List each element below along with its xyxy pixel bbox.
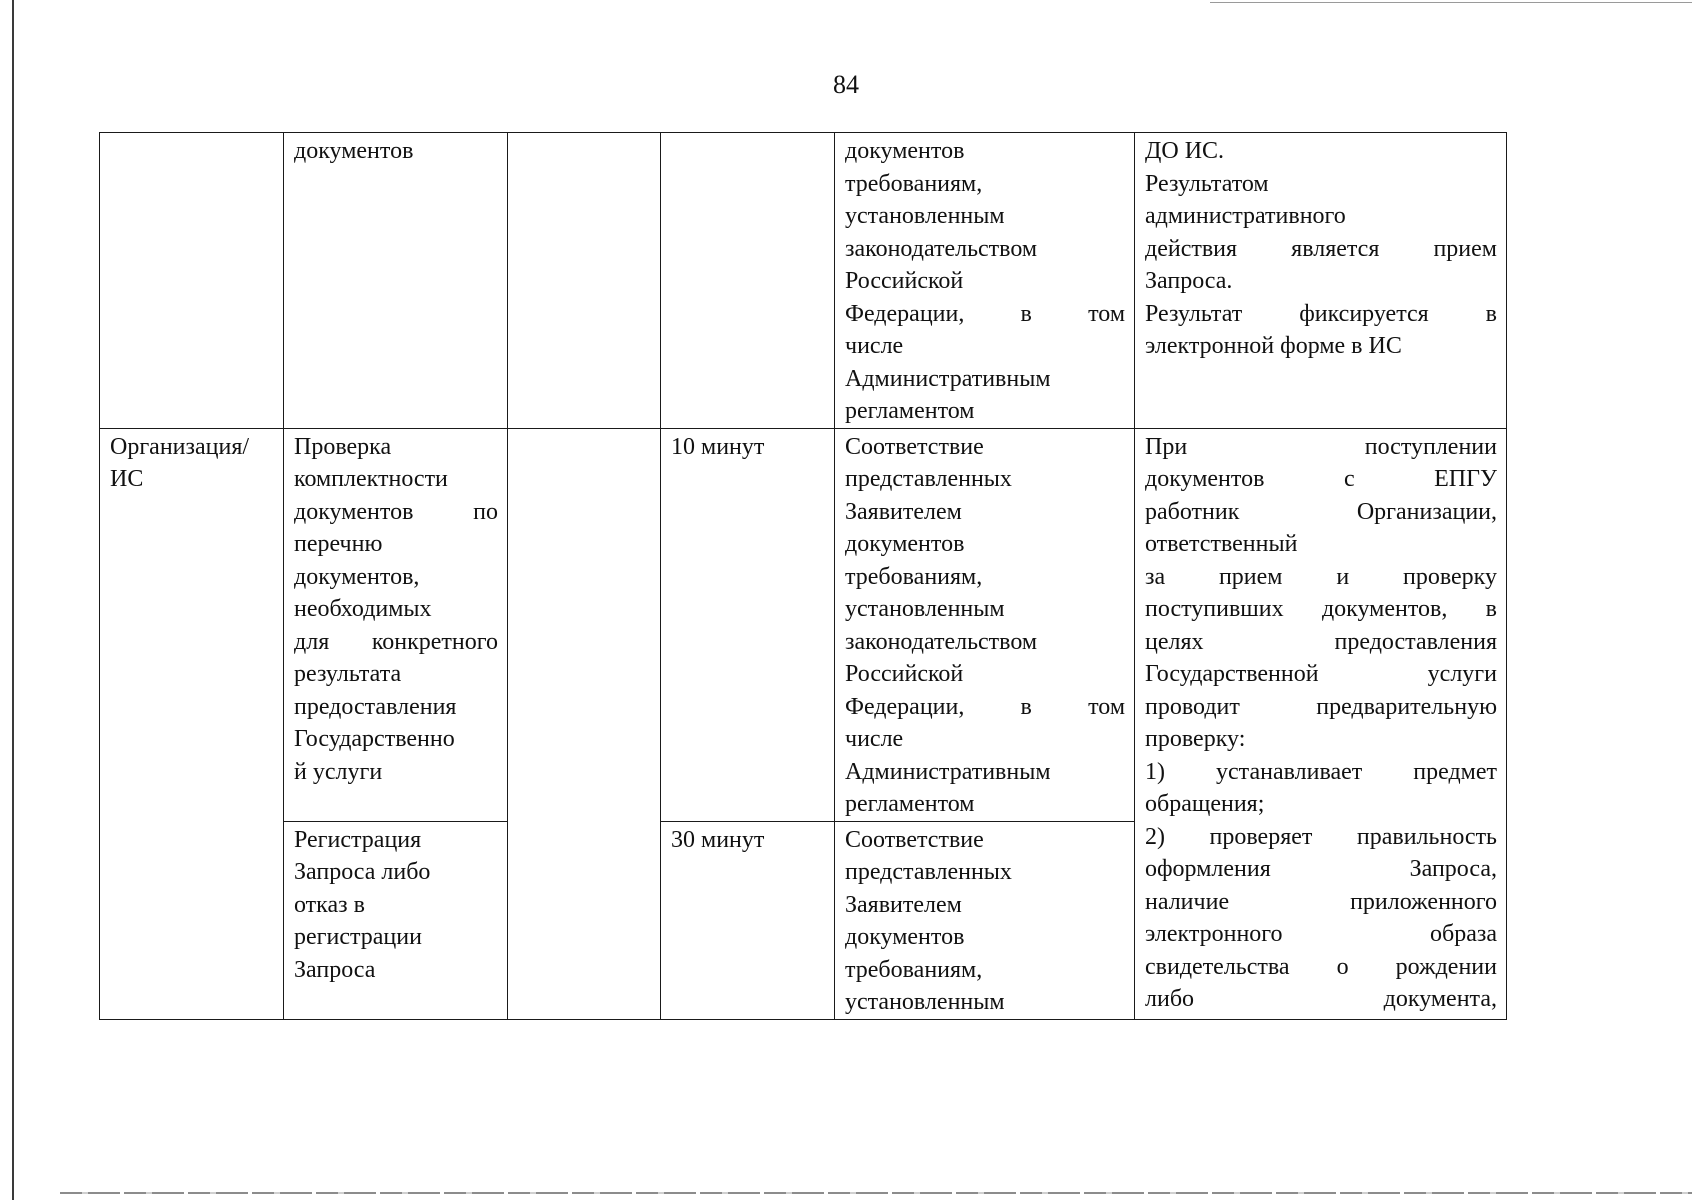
cell-r2-place: [508, 428, 661, 1019]
scan-edge-top: [1210, 2, 1692, 3]
cell-r1-subject: [100, 133, 284, 429]
procedure-table: [99, 132, 1507, 1020]
table-row: [100, 428, 1507, 821]
cell-r2-time: 10 минут: [661, 428, 835, 821]
cell-r2-criteria: Соответствие представленных Заявителем документов требованиям, установленным законодательством Российской Федерации, в том числе Административным регламентом: [835, 428, 1135, 821]
page-number: 84: [833, 70, 859, 99]
cell-r3-time: 30 минут: [661, 821, 835, 1019]
cell-r1-place: [508, 133, 661, 429]
cell-r1-action: [284, 133, 508, 429]
cell-text: документов: [294, 138, 414, 164]
scan-edge-left: [12, 0, 14, 1200]
cell-r2-subject: Организация/ ИС: [100, 428, 284, 1019]
cell-r3-criteria: Соответствие представленных Заявителем документов требованиям, установленным: [835, 821, 1135, 1019]
cell-r3-action: Регистрация Запроса либо отказ в регистрации Запроса: [284, 821, 508, 1019]
table-row: [100, 133, 1507, 429]
scan-edge-bottom: [60, 1192, 1692, 1194]
cell-r2-result: При поступлении документов с ЕПГУ работник Организации, ответственный за прием и проверку поступивших документов, в целях предоставления Государственной услуги проводит предварительную проверку: 1) устанавливает предмет обращения; 2) проверяет правильность оформления Запроса, наличие приложенного электронного образа свидетельства о рождении либо документа,: [1135, 428, 1507, 1019]
cell-r1-result: ДО ИС. Результатом административного действия является прием Запроса. Результат фиксируется в электронной форме в ИС: [1135, 133, 1507, 429]
cell-r1-time: [661, 133, 835, 429]
cell-r1-criteria: документов требованиям, установленным законодательством Российской Федерации, в том числе Административным регламентом: [835, 133, 1135, 429]
cell-r2-action: Проверка комплектности документов по перечню документов, необходимых для конкретного результата предоставления Государственно й услуги: [284, 428, 508, 821]
